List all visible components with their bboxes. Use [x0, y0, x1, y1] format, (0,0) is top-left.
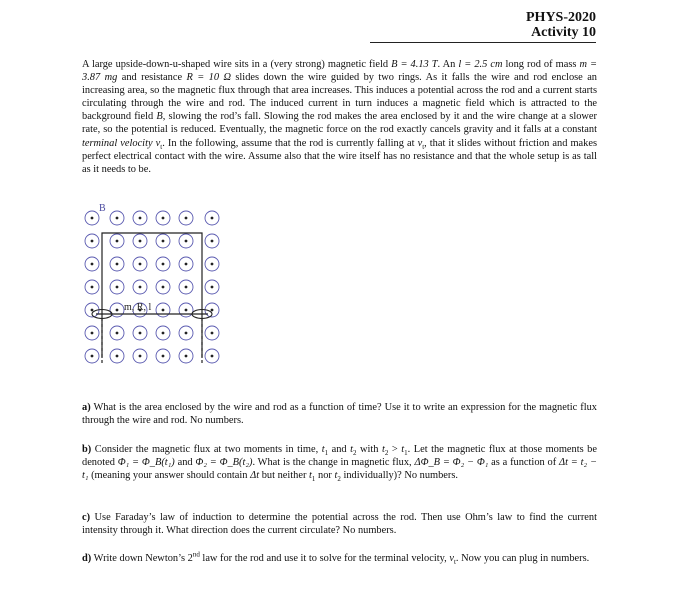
field-symbol — [110, 234, 124, 248]
activity-title: Activity 10 — [531, 25, 596, 40]
field-symbol — [205, 257, 219, 271]
field-symbol — [85, 349, 99, 363]
wire-rod-figure — [82, 198, 232, 383]
field-symbol — [179, 349, 193, 363]
field-symbol — [133, 234, 147, 248]
field-symbol — [110, 257, 124, 271]
rod-label: m, R, l — [124, 302, 152, 313]
field-symbol — [179, 326, 193, 340]
field-symbol — [205, 326, 219, 340]
field-symbol — [110, 326, 124, 340]
field-symbol — [179, 257, 193, 271]
field-symbol — [179, 303, 193, 317]
field-symbol — [85, 211, 99, 225]
field-symbol — [156, 326, 170, 340]
u-shaped-wire — [102, 233, 202, 358]
field-label: B — [99, 203, 106, 214]
question-b: b) Consider the magnetic flux at two moments in time, $t_1$ and $t_2$ with $t_2 > t_1$. Let the magnetic flux at those moments be denoted Φ₁ = Φ_B(t₁) and Φ₂ = Φ_B(t₂). What is the change in magnetic flux, ΔΦ_B = Φ₂ − Φ₁ as a function of Δt = t₂ − t₁ (meaning your answer should contain Δt but neither $t_1$ nor $t_2$ individually)? No numbers. — [82, 444, 597, 484]
field-symbol — [85, 257, 99, 271]
question-a: a) What is the area enclosed by the wire and rod as a function of time? Use it to write an expression for the magnetic flux through the wire and rod. No numbers. — [82, 402, 597, 427]
magnetic-field-diagram — [82, 198, 232, 383]
field-symbol — [110, 349, 124, 363]
field-symbol — [133, 257, 147, 271]
field-symbol — [85, 280, 99, 294]
page-header — [526, 10, 596, 40]
question-c: c) Use Faraday’s law of induction to determine the potential across the rod. Then use Ohm’s law to find the current intensity through it. What direction does the current circulate? No numbers. — [82, 512, 597, 537]
question-d: d) Write down Newton’s 2nd law for the rod and use it to solve for the terminal velocity, $v_t$. Now you can plug in numbers. — [82, 550, 590, 567]
field-symbol — [156, 211, 170, 225]
field-symbol — [156, 303, 170, 317]
field-symbol — [156, 280, 170, 294]
field-symbol — [133, 326, 147, 340]
field-symbol — [133, 211, 147, 225]
field-symbol — [156, 349, 170, 363]
field-symbol — [133, 349, 147, 363]
header-rule — [370, 42, 596, 43]
field-symbol — [205, 211, 219, 225]
field-symbol — [85, 326, 99, 340]
field-symbol — [205, 280, 219, 294]
field-out-of-page-symbols — [85, 211, 219, 363]
field-symbol — [156, 257, 170, 271]
field-symbol — [110, 211, 124, 225]
field-symbol — [133, 280, 147, 294]
field-symbol — [179, 280, 193, 294]
intro-paragraph: A large upside-down-u-shaped wire sits in a (very strong) magnetic field B = 4.13 T. An l = 2.5 cm long rod of mass m = 3.87 mg and resistance R = 10 Ω slides down the wire guided by two rings. As it falls the wire and rod enclose an increasing area, so the magnetic flux through that area increases. This induces a potential across the rod and a current starts circulating through the wire and rod. The induced current in turn induces a magnetic field which is attracted to the background field B, slowing the rod’s fall. Slowing the rod makes the area enclosed by it and the wire change at a slower rate, so the potential is reduced. Eventually, the magnetic force on the rod exactly cancels gravity and it falls at a constant terminal velocity $v_t$. In the following, assume that the rod is currently falling at $v_t$, that it slides without friction and makes perfect electrical contact with the wire. Assume also that the wire itself has no resistance and that the whole setup is as tall as it needs to be. — [82, 59, 598, 175]
field-symbol — [179, 211, 193, 225]
field-symbol — [85, 234, 99, 248]
field-symbol — [205, 234, 219, 248]
field-symbol — [179, 234, 193, 248]
field-symbol — [156, 234, 170, 248]
field-symbol — [205, 349, 219, 363]
course-code: PHYS-2020 — [526, 10, 596, 25]
field-symbol — [110, 280, 124, 294]
